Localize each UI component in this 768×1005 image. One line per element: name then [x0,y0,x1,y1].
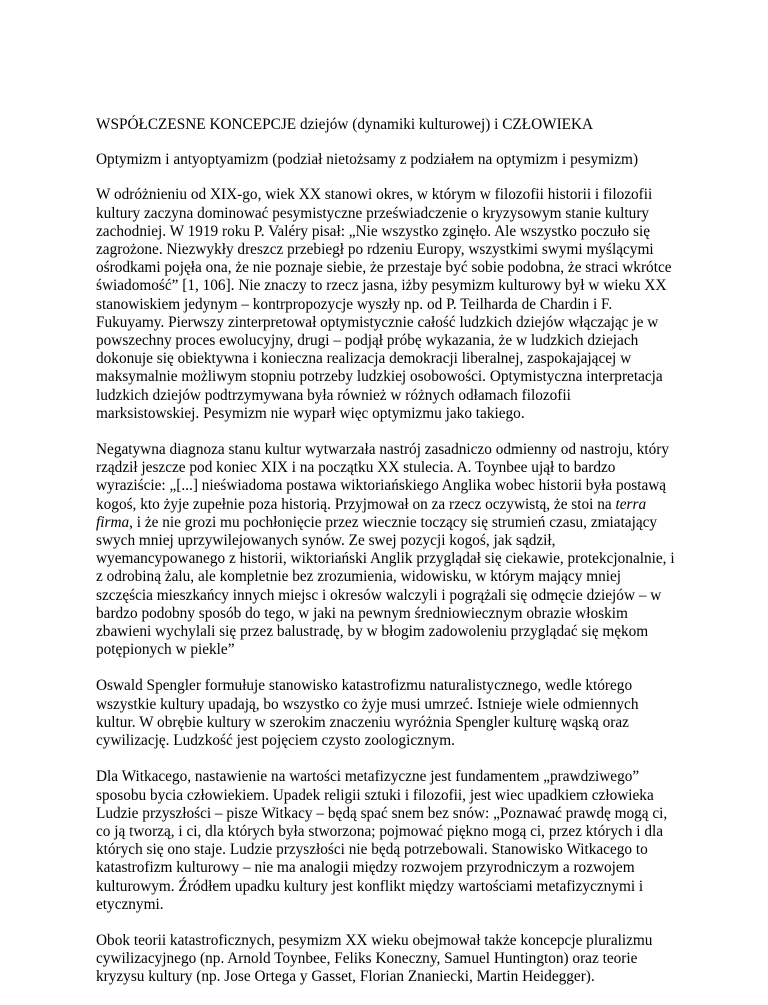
document-title: WSPÓŁCZESNE KONCEPCJE dziejów (dynamiki kulturowej) i CZŁOWIEKA [96,116,594,133]
document-page [96,116,676,1005]
toynbee-text-after: , i że nie grozi mu pochłonięcie przez wiecznie toczący się strumień czasu, zmiatający swych mniej uprzywilejowanych synów. Ze swej pozycji kogoś, jak sądził, wyemancypowanego z historii, wiktoriański Anglik przyglądał się ciekawie, protekcjonalnie, i z odrobiną żalu, ale kompletnie bez zrozumienia, widowisku, w którym mający mniej szczęścia mieszkańcy innych miejsc i okresów walczyli i pogrążali się odmęcie dziejów – w bardzo podobny sposób do tego, w jaki na pewnym średniowiecznym obrazie włoskim zbawieni wychylali się przez balustradę, by w błogim zadowoleniu przyglądać się mękom potępionych w piekle” [96,513,675,659]
paragraph-closing: Obok teorii katastroficznych, pesymizm XX wieku obejmował także koncepcje pluralizmu cywilizacyjnego (np. Arnold Toynbee, Feliks Koneczny, Samuel Huntington) oraz teorie kryzysu kultury (np. Jose Ortega y Gasset, Florian Znaniecki, Martin Heidegger). [96,931,653,986]
paragraph-toynbee [96,441,676,659]
toynbee-italic-phrase: terra firma [96,495,647,531]
paragraph-witkacy: Dla Witkacego, nastawienie na wartości metafizyczne jest fundamentem „prawdziwego” sposobu bycia człowiekiem. Upadek religii sztuki i filozofii, jest wiec upadkiem człowieka Ludzie przyszłości – pisze Witkacy – będą spać snem bez snów: „Poznawać prawdę mogą ci, co ją tworzą, i ci, dla których była stworzona; pojmować piękno mogą ci, przez których i dla których się ono staje. Ludzie przyszłości nie będą potrzebowali. Stanowisko Witkacego to katastrofizm kulturowy – nie ma analogii między rozwojem przyrodniczym a rozwojem kulturowym. Źródłem upadku kultury jest konflikt między wartościami metafizycznymi i etycznymi. [96,768,668,913]
paragraph-valery: W odróżnieniu od XIX-go, wiek XX stanowi okres, w którym w filozofii historii i filozofii kultury zaczyna dominować pesymistyczne przeświadczenie o kryzysowym stanie kultury zachodniej. W 1919 roku P. Valéry pisał: „Nie wszystko zginęło. Ale wszystko poczuło się zagrożone. Niezwykły dreszcz przebiegł po rdzeniu Europy, wszystkimi swymi myślącymi ośrodkami pojęła ona, że nie poznaje siebie, że przestaje być sobie podobna, że straci wkrótce świadomość” [1, 106]. Nie znaczy to rzecz jasna, iżby pesymizm kulturowy był w wieku XX stanowiskiem jedynym – kontrpropozycje wyszły np. od P. Teilharda de Chardin i F. Fukuyamy. Pierwszy zinterpretował optymistycznie całość ludzkich dziejów włączając je w powszechny proces ewolucyjny, drugi – podjął próbę wykazania, że w ludzkich dziejach dokonuje się obiektywna i konieczna realizacja demokracji liberalnej, zaspokajającej w maksymalnie możliwym stopniu potrzeby ludzkiej osobowości. Optymistyczna interpretacja ludzkich dziejów podtrzymywana była również w różnych odłamach filozofii marksistowskiej. Pesymizm nie wyparł więc optymizmu jako takiego. [96,186,672,422]
document-subtitle: Optymizm i antyoptyamizm (podział nietożsamy z podziałem na optymizm i pesymizm) [96,151,639,169]
paragraph-spengler: Oswald Spengler formułuje stanowisko katastrofizmu naturalistycznego, wedle którego wszystkie kultury upadają, bo wszystko co żyje musi umrzeć. Istnieje wiele odmiennych kultur. W obrębie kultury w szerokim znaczeniu wyróżnia Spengler kulturę wąską oraz cywilizację. Ludzkość jest pojęciem czysto zoologicznym. [96,677,639,750]
toynbee-text-before: Negatywna diagnoza stanu kultur wytwarzała nastrój zasadniczo odmienny od nastroju, który rządził jeszcze pod koniec XIX i na początku XX stulecia. A. Toynbee ujął to bardzo wyraziście: „[...] nieświadoma postawa wiktoriańskiego Anglika wobec historii była postawą kogoś, kto żyje zupełnie poza historią. Przyjmował on za rzecz oczywistą, że stoi na [96,441,670,513]
